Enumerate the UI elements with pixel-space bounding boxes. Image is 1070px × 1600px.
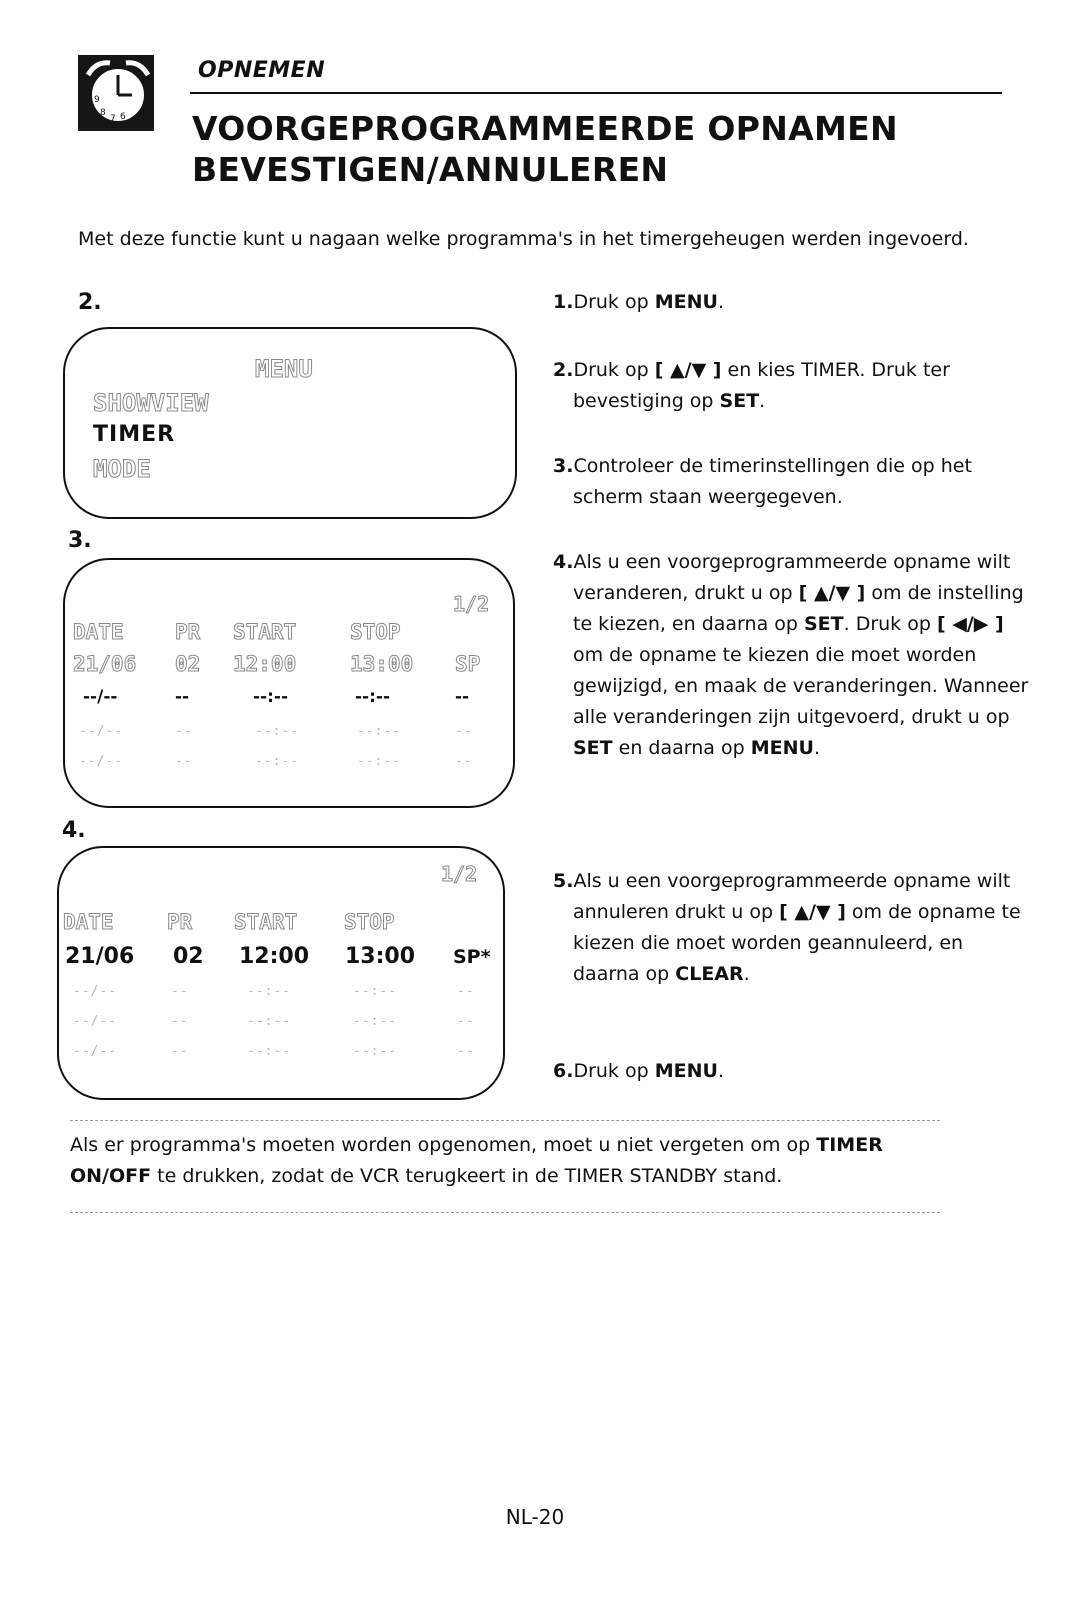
osd-row1-stop: 13:00 (350, 652, 414, 676)
step-number: 3. (553, 455, 574, 477)
figure-3-label: 3. (68, 528, 92, 553)
osd-row1-pr: 02 (173, 944, 204, 969)
osd-row2-date: --/-- (83, 687, 118, 707)
step-key: MENU (654, 1060, 718, 1082)
step-text: . (813, 737, 820, 759)
step-text: Als u een voorgeprogrammeerde opname wilt annuleren drukt u op (573, 870, 1011, 923)
osd-header-start: START (234, 910, 298, 934)
osd-empty-row-speed: -- (455, 754, 473, 769)
step-text: . Druk op (843, 613, 937, 635)
osd-empty-row-stop: --:-- (353, 1014, 398, 1029)
osd-header-date: DATE (73, 620, 124, 644)
osd-empty-row-stop: --:-- (357, 724, 402, 739)
osd-empty-row-start: --:-- (247, 984, 292, 999)
osd-empty-row-pr: -- (171, 1044, 189, 1059)
osd-empty-row-pr: -- (171, 984, 189, 999)
step-number: 1. (553, 291, 574, 313)
osd-row1-start: 12:00 (239, 944, 310, 969)
step-text: en kies TIMER. Druk ter bevestiging op (573, 359, 950, 412)
figure-4-label: 4. (62, 818, 86, 843)
osd-empty-row-date: --/-- (73, 1014, 118, 1029)
note-rule-bottom (70, 1212, 940, 1213)
osd-row1-date: 21/06 (65, 944, 135, 969)
note-text: te drukken, zodat de VCR terugkeert in de TIMER STANDBY stand. (151, 1165, 783, 1187)
osd-empty-row-pr: -- (171, 1014, 189, 1029)
step-2 (553, 355, 1033, 417)
note-text: Als er programma's moeten worden opgenomen, moet u niet vergeten om op (70, 1134, 817, 1156)
osd-menu-item-showview: SHOWVIEW (93, 389, 209, 417)
step-text: . (759, 390, 766, 412)
page-title (192, 108, 992, 190)
step-text: . (717, 1060, 724, 1082)
note-key: TIMER ON/OFF (70, 1134, 883, 1187)
osd-row2-speed: -- (455, 687, 470, 707)
osd-timer-edit-screen (63, 558, 515, 808)
step-key: [ ▲/▼ ] (798, 582, 866, 604)
step-key: SET (573, 737, 613, 759)
osd-empty-row-start: --:-- (255, 754, 300, 769)
step-text: om de opname te kiezen die moet worden geannuleerd, en daarna op (573, 901, 1021, 985)
osd-page-indicator: 1/2 (453, 592, 490, 616)
osd-row1-speed: SP* (453, 946, 491, 968)
osd-row2-start: --:-- (253, 687, 289, 707)
osd-empty-row-start: --:-- (247, 1044, 292, 1059)
step-number: 4. (553, 551, 574, 573)
step-1 (553, 287, 1033, 318)
svg-text:6: 6 (120, 112, 126, 122)
page-number: NL-20 (505, 1505, 565, 1529)
step-text: Druk op (573, 359, 655, 381)
osd-header-pr: PR (167, 910, 193, 934)
page-title-line-2: BEVESTIGEN/ANNULEREN (192, 150, 669, 189)
step-number: 5. (553, 870, 574, 892)
intro-text: Met deze functie kunt u nagaan welke programma's in het timergeheugen werden ingevoerd. (78, 228, 969, 250)
osd-empty-row-pr: -- (175, 724, 193, 739)
osd-header-pr: PR (175, 620, 201, 644)
osd-menu-screen (63, 327, 517, 519)
osd-menu-title: MENU (255, 355, 313, 383)
step-4 (553, 547, 1033, 764)
osd-empty-row-start: --:-- (247, 1014, 292, 1029)
section-heading: OPNEMEN (198, 58, 326, 83)
svg-text:8: 8 (100, 108, 106, 118)
step-key: SET (803, 613, 844, 635)
osd-empty-row-pr: -- (175, 754, 193, 769)
osd-empty-row-stop: --:-- (353, 984, 398, 999)
svg-text:9: 9 (94, 95, 100, 105)
step-text: . (743, 963, 750, 985)
osd-menu-item-mode: MODE (93, 455, 151, 483)
step-key: MENU (654, 291, 718, 313)
figure-2-label: 2. (78, 290, 102, 315)
osd-row1-date: 21/06 (73, 652, 137, 676)
osd-timer-review-screen (57, 846, 505, 1100)
step-number: 6. (553, 1060, 574, 1082)
osd-header-date: DATE (63, 910, 114, 934)
osd-empty-row-start: --:-- (255, 724, 300, 739)
osd-empty-row-speed: -- (455, 724, 473, 739)
alarm-clock-icon (78, 55, 154, 131)
osd-empty-row-speed: -- (457, 984, 475, 999)
step-3 (553, 451, 1033, 513)
step-key: [ ▲/▼ ] (654, 359, 722, 381)
step-key: CLEAR (675, 963, 744, 985)
step-text: om de instelling te kiezen, en daarna op (573, 582, 1024, 635)
osd-menu-item-timer: TIMER (93, 422, 176, 447)
osd-empty-row-date: --/-- (73, 984, 118, 999)
osd-row2-stop: --:-- (355, 687, 391, 707)
osd-empty-row-stop: --:-- (353, 1044, 398, 1059)
osd-empty-row-date: --/-- (73, 1044, 118, 1059)
step-text: Druk op (573, 291, 655, 313)
step-text: en daarna op (612, 737, 751, 759)
osd-empty-row-stop: --:-- (357, 754, 402, 769)
step-key: MENU (750, 737, 814, 759)
osd-row1-start: 12:00 (233, 652, 297, 676)
osd-empty-row-speed: -- (457, 1044, 475, 1059)
osd-header-start: START (233, 620, 297, 644)
step-number: 2. (553, 359, 574, 381)
osd-empty-row-speed: -- (457, 1014, 475, 1029)
page-title-line-1: VOORGEPROGRAMMEERDE OPNAMEN (192, 109, 898, 148)
header-rule (190, 92, 1002, 94)
step-key: [ ▲/▼ ] (779, 901, 846, 923)
step-text: Als u een voorgeprogrammeerde opname wilt veranderen, drukt u op (573, 551, 1011, 604)
osd-row1-pr: 02 (175, 652, 201, 676)
osd-row1-speed: SP (455, 652, 481, 676)
osd-header-stop: STOP (350, 620, 401, 644)
step-key: [ ◀/▶ ] (936, 613, 1004, 635)
osd-empty-row-date: --/-- (79, 754, 124, 769)
step-6 (553, 1056, 1033, 1087)
step-text: . (717, 291, 724, 313)
step-text: Controleer de timerinstellingen die op het scherm staan weergegeven. (573, 455, 972, 508)
step-text: om de opname te kiezen die moet worden gewijzigd, en maak de veranderingen. Wanneer alle veranderingen zijn uitgevoerd, drukt u op (573, 644, 1029, 728)
step-key: SET (719, 390, 760, 412)
note-rule-top (70, 1120, 940, 1121)
osd-header-stop: STOP (344, 910, 395, 934)
standby-note (70, 1130, 970, 1192)
osd-row1-stop: 13:00 (345, 944, 416, 969)
osd-page-indicator: 1/2 (441, 862, 478, 886)
svg-text:7: 7 (110, 114, 116, 124)
osd-row2-pr: -- (175, 687, 190, 707)
osd-empty-row-date: --/-- (79, 724, 124, 739)
step-text: Druk op (573, 1060, 655, 1082)
step-5 (553, 866, 1033, 990)
